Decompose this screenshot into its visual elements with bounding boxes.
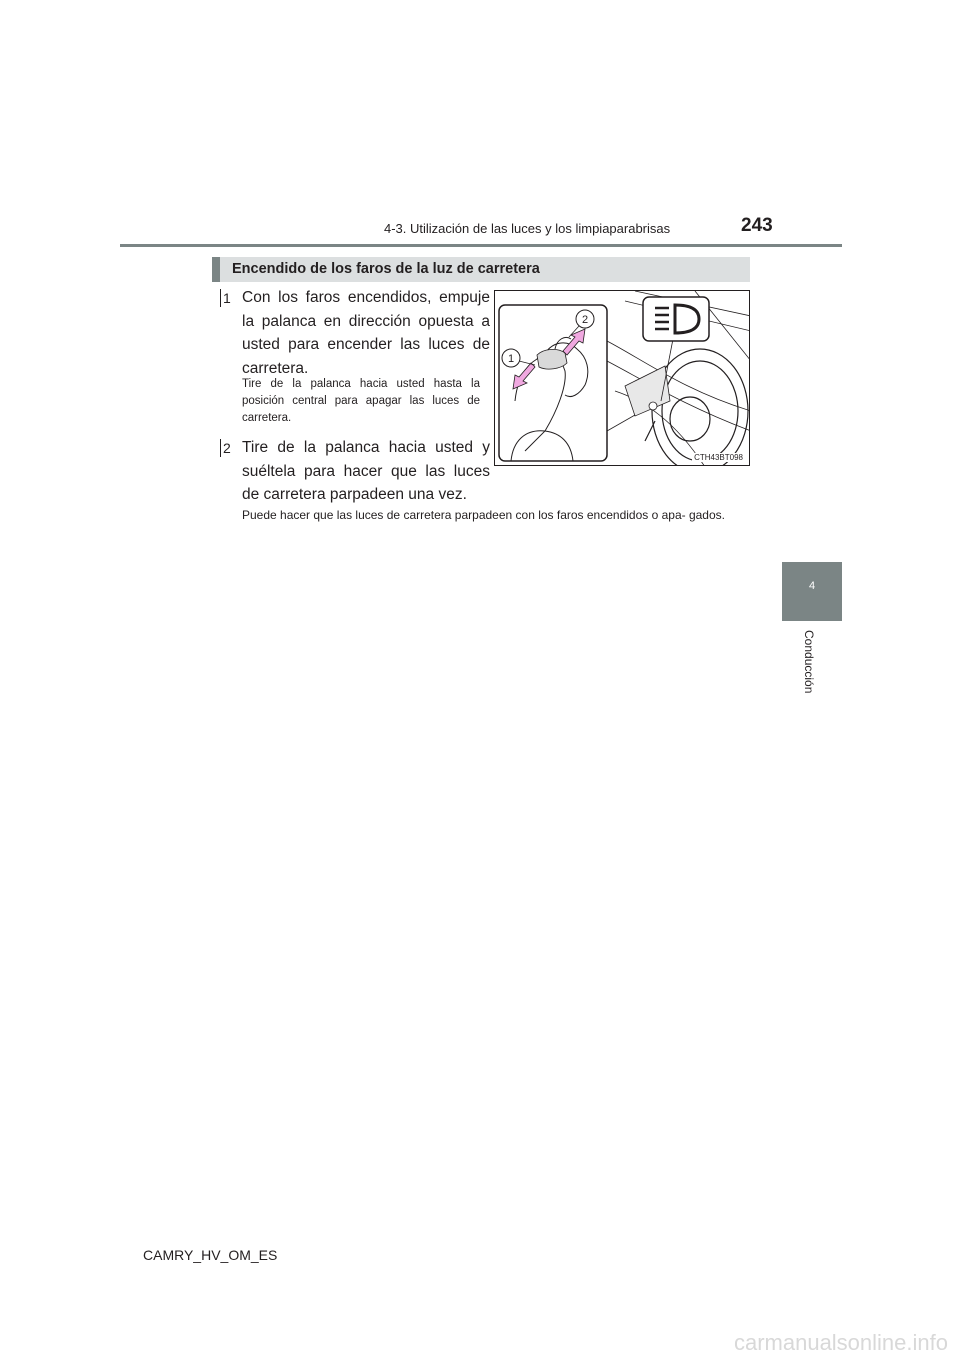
step-1-text: Con los faros encendidos, empuje la palanca en dirección opuesta a usted para encender las luces de carretera.: [242, 289, 490, 377]
high-beam-icon: [643, 297, 709, 341]
section-header: [212, 257, 750, 282]
manual-code: CAMRY_HV_OM_ES: [143, 1247, 278, 1263]
figure-code: CTH43BT098: [694, 453, 743, 462]
section-title: Encendido de los faros de la luz de carretera: [232, 261, 540, 277]
lever-illustration: [494, 290, 750, 466]
chapter-tab: [782, 562, 842, 621]
chapter-number: 4: [808, 580, 816, 592]
page-number: 243: [741, 215, 773, 236]
step-number-2: 2: [220, 439, 234, 457]
header-rule: [120, 244, 842, 247]
watermark: carmanualsonline.info: [733, 1330, 948, 1355]
footnote: Puede hacer que las luces de carretera parpadeen con los faros encendidos o apa- gados.: [242, 508, 725, 522]
step-1-note: Tire de la palanca hacia usted hasta la posición central para apagar las luces de carretera.: [242, 378, 480, 424]
callout-1-label: 1: [507, 353, 515, 365]
step-number-1: 1: [220, 289, 234, 307]
chapter-label: Conducción: [802, 630, 816, 694]
running-header: 4-3. Utilización de las luces y los limpiaparabrisas: [384, 221, 671, 236]
callout-2-label: 2: [581, 314, 589, 326]
step-2-text: Tire de la palanca hacia usted y suéltela para hacer que las luces de carretera parpadeen una vez.: [242, 439, 490, 503]
lever-drawing: [495, 291, 750, 466]
